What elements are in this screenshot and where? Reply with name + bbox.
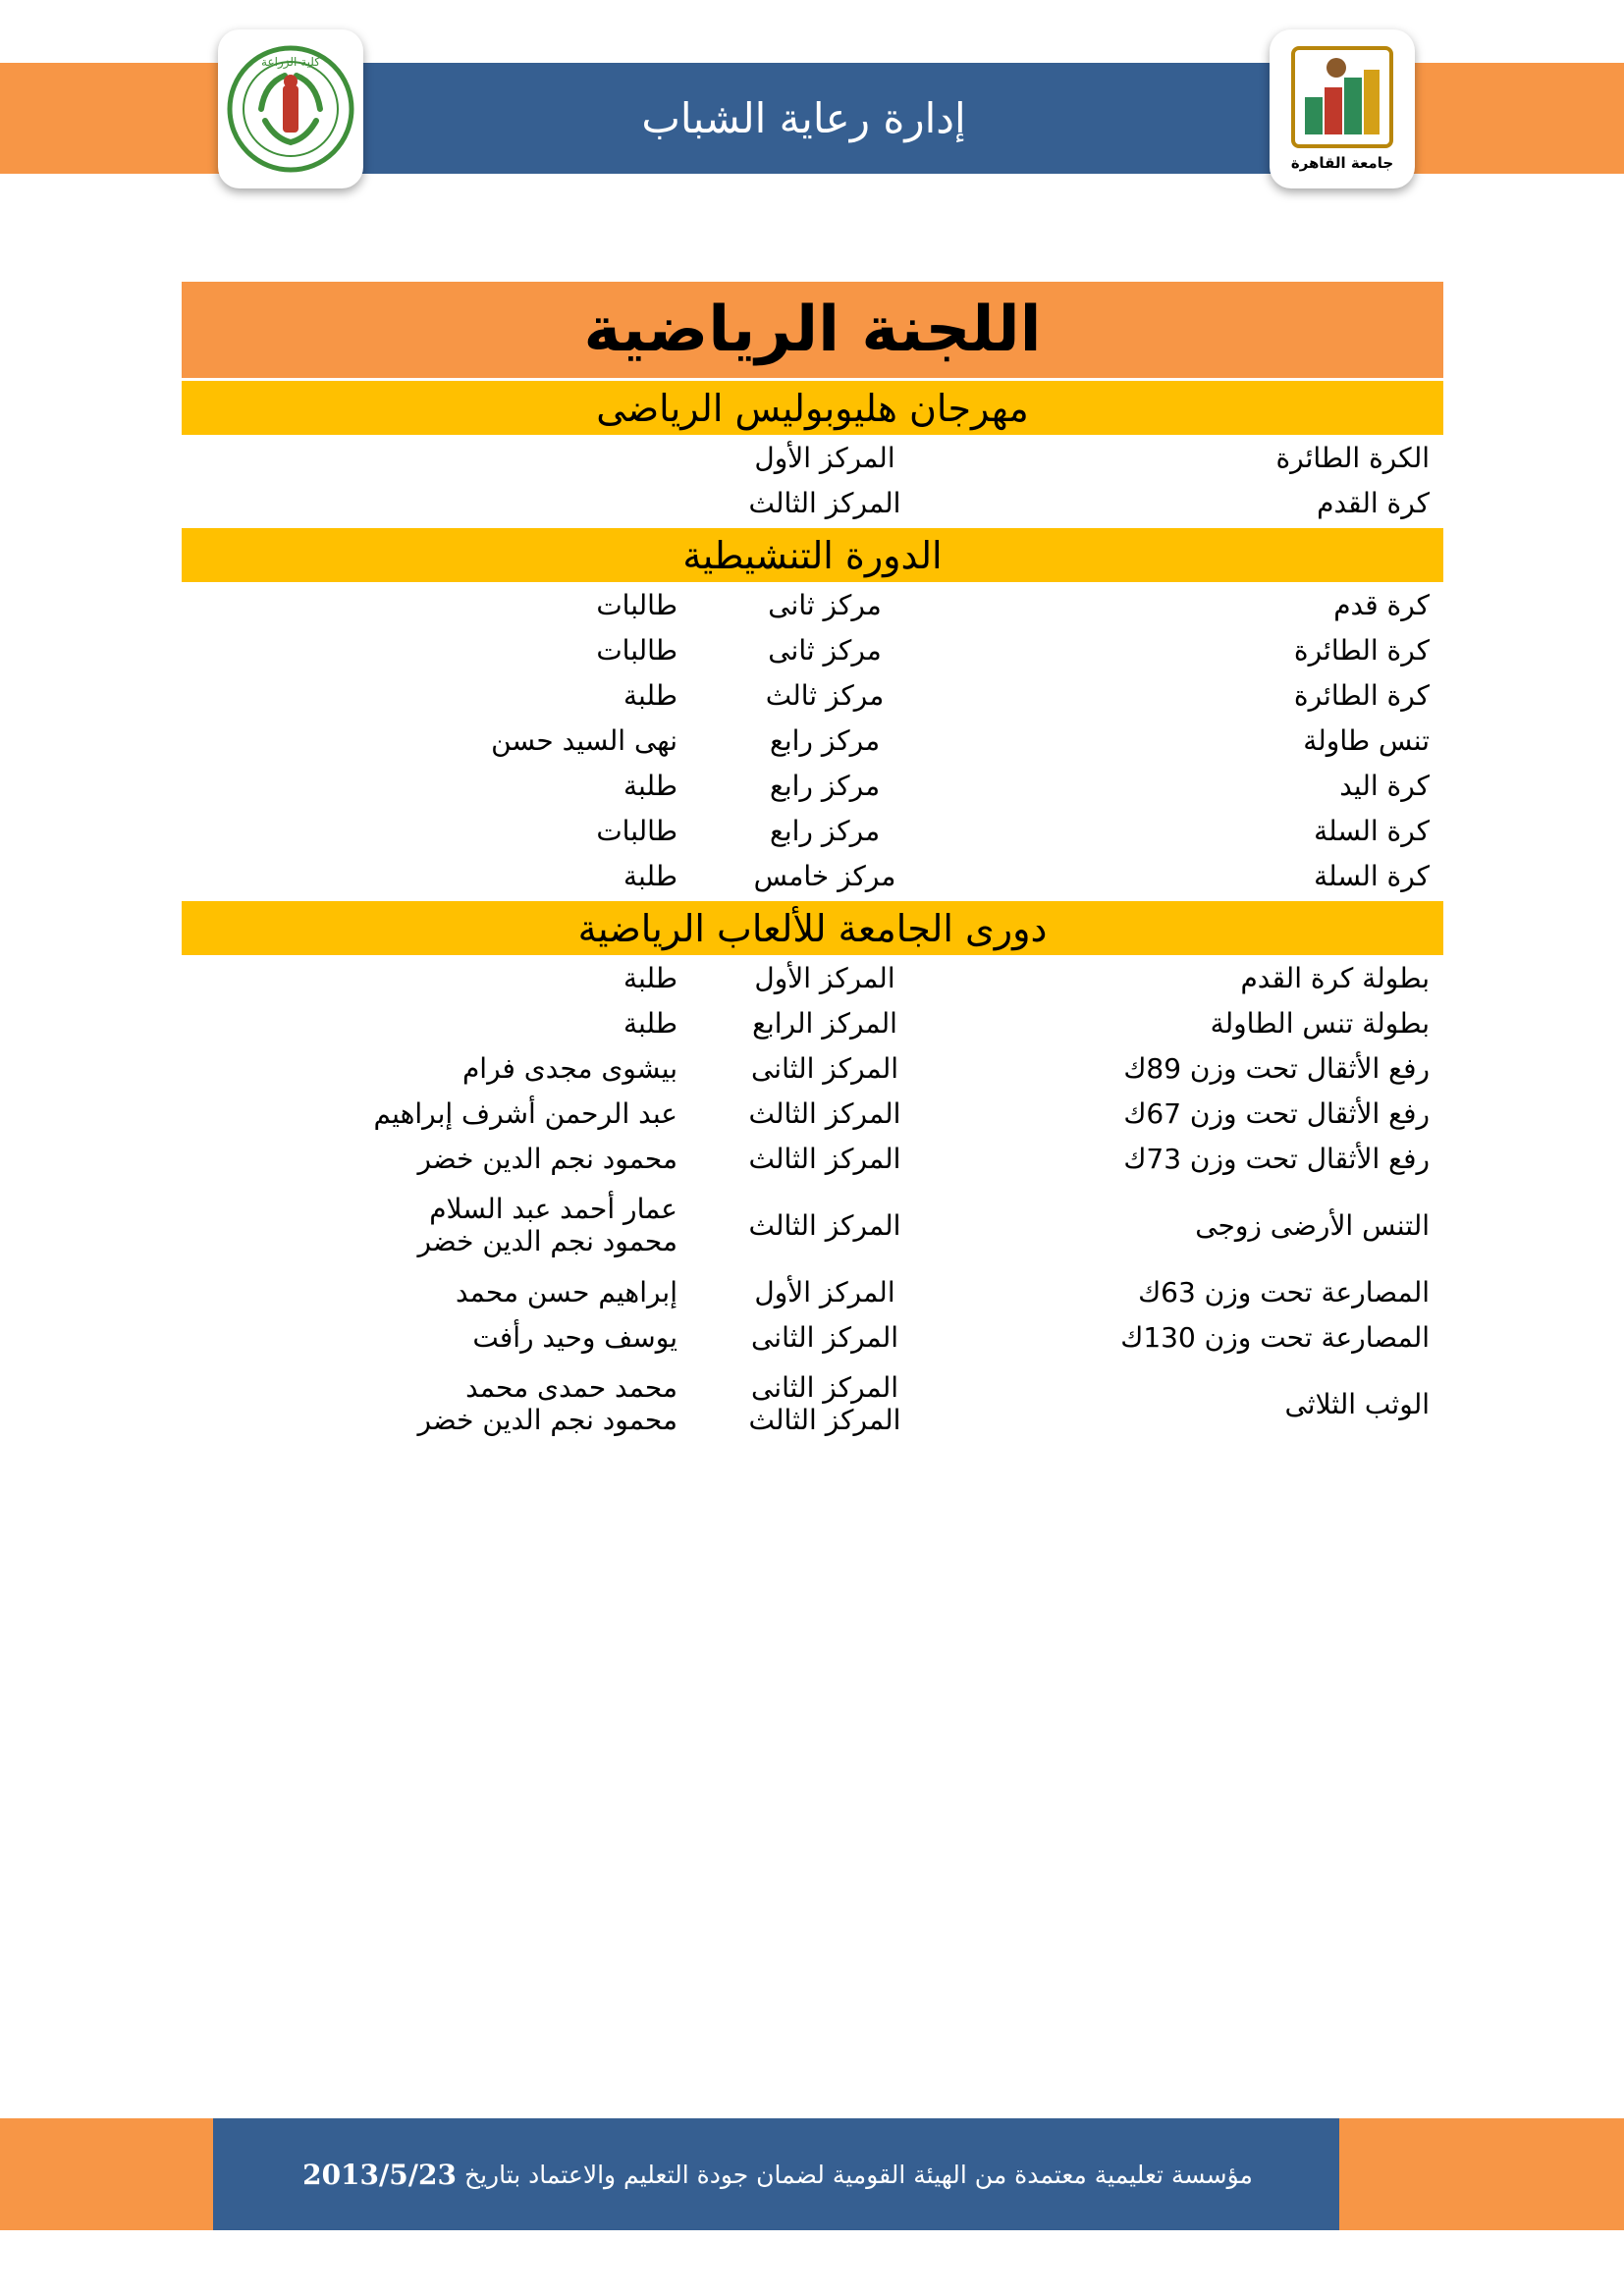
header-title: إدارة رعاية الشباب xyxy=(641,94,966,142)
winner-line: محمود نجم الدين خضر xyxy=(417,1404,677,1436)
university-logo-text: جامعة القاهرة xyxy=(1290,154,1394,172)
winner-line: عمار أحمد عبد السلام xyxy=(429,1193,677,1225)
faculty-emblem-icon xyxy=(226,44,355,174)
table-row xyxy=(182,808,1443,853)
table-row xyxy=(182,1314,1443,1360)
university-emblem-icon xyxy=(1283,40,1401,178)
footer-accreditation xyxy=(233,2118,1323,2230)
winner-cell: يوسف وحيد رأفت xyxy=(472,1320,677,1354)
table-row xyxy=(182,1091,1443,1136)
winner-cell: طلبة xyxy=(623,859,677,892)
sport-cell: الوثب الثلاثى xyxy=(1284,1387,1430,1420)
winner-cell xyxy=(187,1360,677,1448)
page-title: اللجنة الرياضية xyxy=(182,282,1443,378)
winner-cell: طلبة xyxy=(623,1006,677,1040)
faculty-logo-text: كلية الزراعة xyxy=(261,55,320,69)
sport-cell: التنس الأرضى زوجى xyxy=(1195,1208,1430,1242)
winner-cell: إبراهيم حسن محمد xyxy=(455,1275,677,1308)
place-cell: المركز الثانى xyxy=(750,1320,899,1354)
place-line: المركز الثانى xyxy=(750,1371,899,1404)
table-row xyxy=(182,1360,1443,1448)
table-row xyxy=(182,1269,1443,1314)
footer-orange-right xyxy=(1339,2118,1624,2230)
winner-cell: نهى السيد حسن xyxy=(491,723,677,757)
sport-cell: رفع الأثقال تحت وزن 67ك xyxy=(1123,1096,1430,1130)
place-cell: المركز الرابع xyxy=(752,1006,897,1040)
sport-cell: كرة الطائرة xyxy=(1293,633,1430,667)
place-cell: المركز الثانى xyxy=(750,1051,899,1085)
table-row xyxy=(182,627,1443,672)
place-cell: مركز رابع xyxy=(769,769,881,802)
place-cell xyxy=(712,1360,938,1448)
table-row xyxy=(182,435,1443,480)
table-row xyxy=(182,582,1443,627)
place-cell: مركز رابع xyxy=(769,814,881,847)
winner-cell xyxy=(187,435,677,480)
place-cell: المركز الأول xyxy=(754,1275,895,1308)
sport-cell: كرة قدم xyxy=(1333,588,1430,621)
table-row xyxy=(182,1181,1443,1269)
place-cell: مركز ثالث xyxy=(765,678,885,712)
place-cell: مركز رابع xyxy=(769,723,881,757)
winner-cell: طلبة xyxy=(623,678,677,712)
place-cell: المركز الثالث xyxy=(748,1208,901,1242)
winner-line: محمود نجم الدين خضر xyxy=(417,1225,677,1257)
sport-cell: المصارعة تحت وزن 63ك xyxy=(1138,1275,1430,1308)
sport-cell: تنس طاولة xyxy=(1303,723,1430,757)
winner-cell: عبد الرحمن أشرف إبراهيم xyxy=(373,1096,677,1130)
winner-cell: طالبات xyxy=(596,814,677,847)
sport-cell: بطولة تنس الطاولة xyxy=(1210,1006,1430,1040)
table-row xyxy=(182,1000,1443,1045)
table-row xyxy=(182,763,1443,808)
winner-cell: محمود نجم الدين خضر xyxy=(417,1142,677,1175)
place-cell: المركز الثالث xyxy=(748,1096,901,1130)
sport-cell: كرة اليد xyxy=(1339,769,1430,802)
place-cell: مركز ثانى xyxy=(768,588,882,621)
winner-cell: بيشوى مجدى فرام xyxy=(461,1051,677,1085)
sport-cell: رفع الأثقال تحت وزن 89ك xyxy=(1123,1051,1430,1085)
winner-cell xyxy=(187,1181,677,1269)
section-heading: الدورة التنشيطية xyxy=(182,528,1443,582)
sport-cell: المصارعة تحت وزن 130ك xyxy=(1120,1320,1430,1354)
place-cell: المركز الثالث xyxy=(748,1142,901,1175)
university-logo xyxy=(1270,29,1415,188)
sport-cell: كرة السلة xyxy=(1314,814,1430,847)
sport-cell: كرة القدم xyxy=(1317,486,1430,519)
winner-cell: طالبات xyxy=(596,633,677,667)
header-orange-left xyxy=(0,63,221,174)
winner-cell: طلبة xyxy=(623,769,677,802)
header-orange-right xyxy=(1386,63,1624,174)
place-cell: المركز الأول xyxy=(754,961,895,994)
table-row xyxy=(182,718,1443,763)
sport-cell: كرة السلة xyxy=(1314,859,1430,892)
faculty-logo xyxy=(218,29,363,188)
place-cell: المركز الثالث xyxy=(748,486,901,519)
table-row xyxy=(182,1045,1443,1091)
winner-cell xyxy=(187,480,677,525)
winner-cell: طلبة xyxy=(623,961,677,994)
sport-cell: رفع الأثقال تحت وزن 73ك xyxy=(1123,1142,1430,1175)
winner-line: محمد حمدى محمد xyxy=(465,1371,677,1404)
sport-cell: بطولة كرة القدم xyxy=(1240,961,1430,994)
table-row xyxy=(182,480,1443,525)
table-row xyxy=(182,853,1443,898)
footer-text: مؤسسة تعليمية معتمدة من الهيئة القومية لضمان جودة التعليم والاعتماد بتاريخ xyxy=(463,2160,1253,2189)
winner-cell: طالبات xyxy=(596,588,677,621)
sports-committee-table xyxy=(182,282,1443,1448)
place-cell: المركز الأول xyxy=(754,441,895,474)
table-row xyxy=(182,672,1443,718)
sport-cell: كرة الطائرة xyxy=(1293,678,1430,712)
place-cell: مركز خامس xyxy=(753,859,896,892)
section-heading: دورى الجامعة للألعاب الرياضية xyxy=(182,901,1443,955)
footer-orange-left xyxy=(0,2118,213,2230)
sport-cell: الكرة الطائرة xyxy=(1275,441,1430,474)
footer-date: 2013/5/23 xyxy=(302,2158,457,2191)
section-heading: مهرجان هليوبوليس الرياضى xyxy=(182,381,1443,435)
table-row xyxy=(182,955,1443,1000)
table-row xyxy=(182,1136,1443,1181)
place-line: المركز الثالث xyxy=(748,1404,901,1436)
place-cell: مركز ثانى xyxy=(768,633,882,667)
